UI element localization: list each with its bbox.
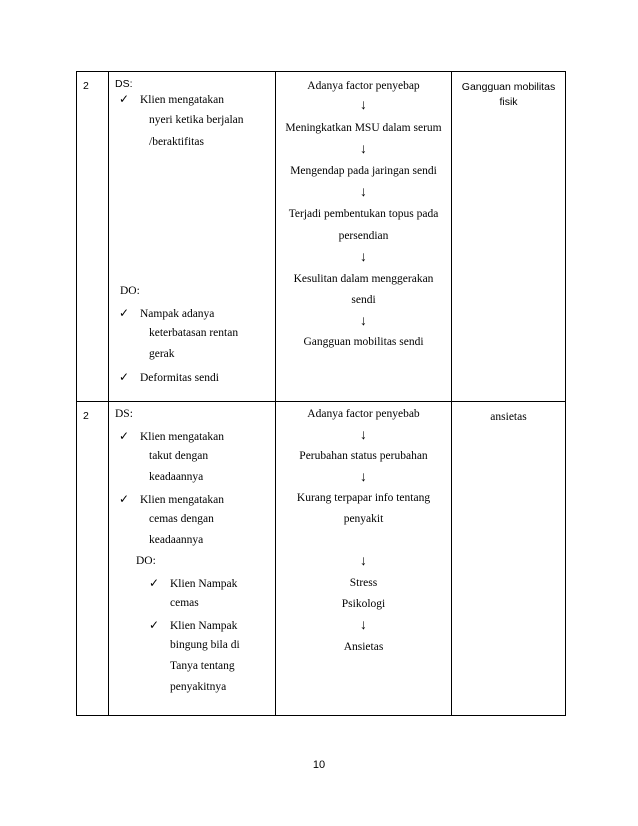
check-icon: ✓ [119,492,130,506]
pathway-cell [276,72,452,402]
diagnosis-cell [452,72,566,402]
check-icon: ✓ [119,306,130,320]
arrow-down-icon: ↓ [360,98,367,113]
arrow-down-icon: ↓ [360,428,367,443]
arrow-down-icon: ↓ [360,470,367,485]
ds-item: ✓ Klien mengatakan [119,92,224,106]
diagnosis-line: fisik [499,96,518,108]
row-number: 2 [83,80,89,92]
diagnosis-line: Gangguan mobilitas [461,81,556,93]
arrow-down-icon: ↓ [360,250,367,265]
pathway-step: Psikologi [341,598,386,610]
pathway-step: Kurang terpapar info tentang [296,492,431,504]
ds-label: DS: [115,78,133,90]
diagnosis-text: ansietas [490,411,527,423]
ds-item: ✓ Klien mengatakan [119,492,224,506]
pathway-step: Adanya factor penyebap [307,80,420,92]
arrow-down-icon: ↓ [360,185,367,200]
diagnosis-cell [452,402,566,716]
arrow-down-icon: ↓ [360,314,367,329]
pathway-cell [276,402,452,716]
diagnosis-text [452,72,565,110]
do-item-line: bingung bila di [170,639,240,651]
check-icon: ✓ [149,618,160,632]
arrow-down-icon: ↓ [360,554,367,569]
do-item: ✓ Klien Nampak [149,618,238,632]
ds-item-line: /beraktifitas [149,136,204,148]
ds-item: ✓ Klien mengatakan [119,429,224,443]
ds-item-line: takut dengan [149,450,209,462]
pathway-step: Terjadi pembentukan topus pada [288,208,439,220]
check-icon: ✓ [119,370,130,384]
pathway-step: Perubahan status perubahan [299,450,428,462]
pathway-step: Ansietas [343,641,384,653]
arrow-down-icon: ↓ [360,142,367,157]
ds-item-line: cemas dengan [149,513,214,525]
pathway-step: Stress [349,577,378,589]
do-item-line: gerak [149,348,175,360]
row-number-cell [77,72,109,402]
do-item-line: keterbatasan rentan [149,327,239,339]
page-number: 10 [312,759,326,771]
check-icon: ✓ [119,429,130,443]
pathway-step: Mengendap pada jaringan sendi [290,165,437,177]
nursing-diagnosis-table [76,71,566,716]
ds-item-line: keadaannya [149,471,204,483]
do-label: DO: [136,555,156,567]
ds-label: DS: [115,408,133,420]
row-number: 2 [83,410,89,422]
pathway-step: Meningkatkan MSU dalam serum [285,122,442,134]
ds-item-line: keadaannya [149,534,204,546]
pathway-step: persendian [338,230,389,242]
table-row [77,72,566,402]
check-icon: ✓ [149,576,160,590]
pathway-step: Gangguan mobilitas sendi [303,336,424,348]
do-item-line: cemas [170,597,199,609]
pathway-step: Adanya factor penyebab [307,408,420,420]
do-item-line: Tanya tentang [170,660,235,672]
do-item-line: penyakitnya [170,681,227,693]
ds-item-line: nyeri ketika berjalan [149,114,244,126]
do-item: ✓ Nampak adanya [119,306,215,320]
do-item: ✓ Klien Nampak [149,576,238,590]
pathway-step: penyakit [343,513,384,525]
data-cell [109,402,276,716]
arrow-down-icon: ↓ [360,618,367,633]
do-item: ✓ Deformitas sendi [119,370,219,384]
check-icon: ✓ [119,92,130,106]
data-cell [109,72,276,402]
pathway-step: Kesulitan dalam menggerakan [293,273,434,285]
pathway-step: sendi [351,294,376,306]
table-row [77,402,566,716]
row-number-cell [77,402,109,716]
do-label: DO: [120,285,140,297]
